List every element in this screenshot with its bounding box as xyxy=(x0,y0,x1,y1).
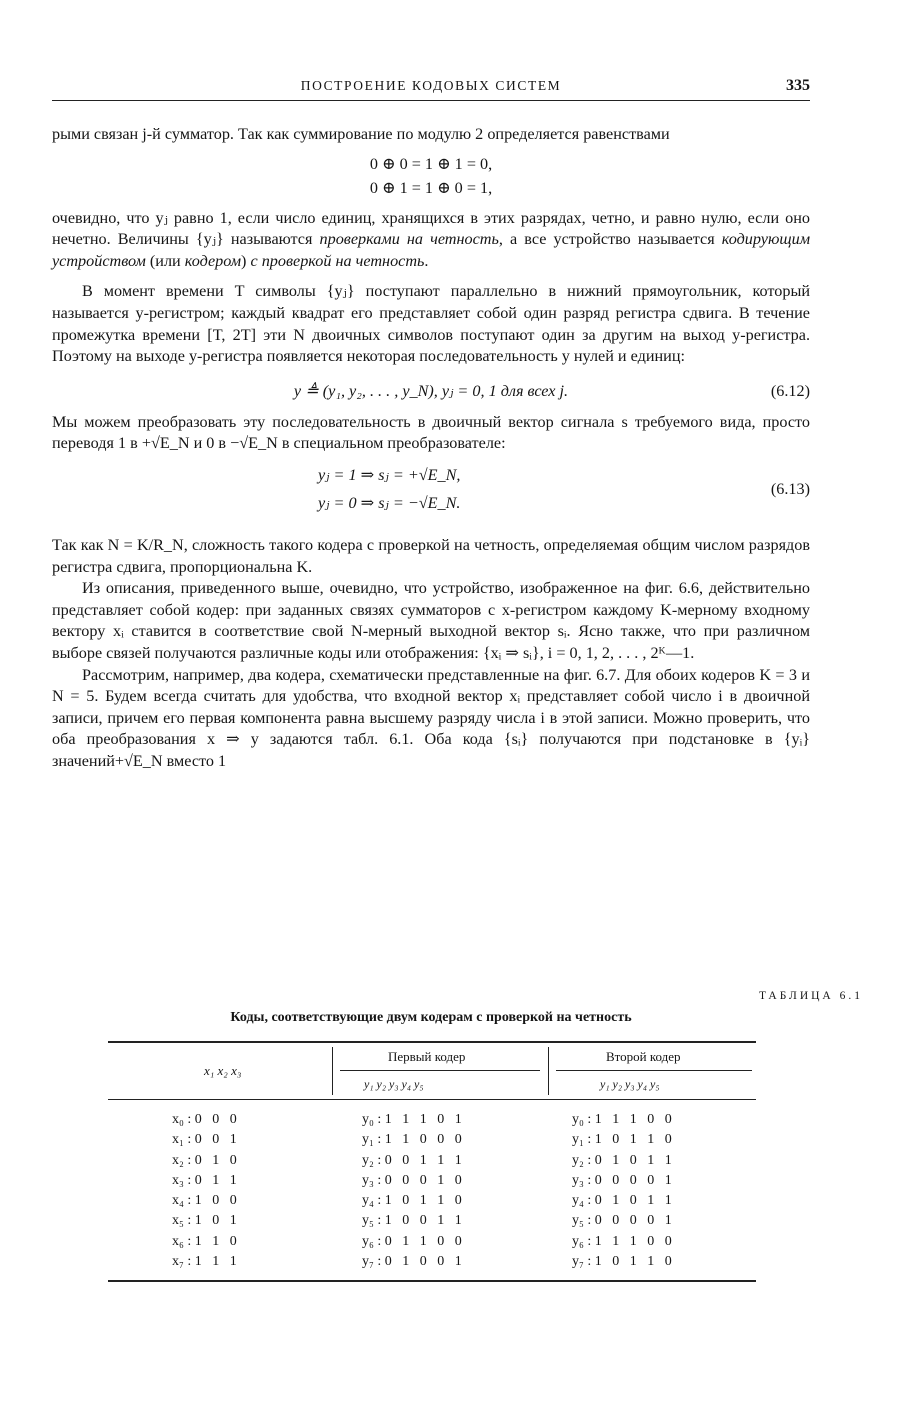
second-encoder-cell: y₄ : 0 1 0 1 1 xyxy=(572,1193,672,1209)
formula-line-1: 0 ⊕ 0 = 1 ⊕ 1 = 0, xyxy=(369,154,493,173)
first-encoder-cell: y₃ : 0 0 0 1 0 xyxy=(362,1172,462,1188)
first-encoder-cell: y₁ : 1 1 0 0 0 xyxy=(362,1132,462,1148)
second-encoder-cell: y₅ : 0 0 0 0 1 xyxy=(572,1213,672,1229)
second-encoder-cell: y₆ : 1 1 1 0 0 xyxy=(572,1233,672,1249)
term-encoder-device: кодирующим устройством xyxy=(52,230,811,270)
first-encoder-cell: y₇ : 0 1 0 0 1 xyxy=(362,1254,462,1270)
formula-mod2 xyxy=(52,152,810,200)
first-encoder-cell: y₄ : 1 0 1 1 0 xyxy=(362,1193,462,1209)
x-code-cell: x₅ : 1 0 1 xyxy=(172,1213,237,1229)
paragraph-3: В момент времени T символы {yⱼ} поступают параллельно в нижний прямоугольник, который называется y-регистром; каждый квадрат его представляет собой один разряд регистра сдвига. В течение промежутка времени [T, 2T] эти N двоичных символов поступают один за другим на выход y-регистра. Поэтому на выходе y-регистра появляется некоторая последовательность y нулей и единиц: xyxy=(52,282,810,366)
paragraph-6: Из описания, приведенного выше, очевидно, что устройство, изображенное на фиг. 6.6, действительно представляет собой кодер: при заданных связях сумматоров с x-регистром каждому K-мерному входному вектору xᵢ ставится в соответствие свой N-мерный выходной вектор sᵢ. Ясно также, что при различном выборе связей получаются различные коды или отображения: {xᵢ ⇒ sᵢ}, i = 0, 1, 2, . . . , 2ᴷ—1. xyxy=(52,579,810,662)
running-title: ПОСТРОЕНИЕ КОДОВЫХ СИСТЕМ xyxy=(300,78,562,93)
first-encoder-cell: y₀ : 1 1 1 0 1 xyxy=(362,1112,462,1127)
table-row xyxy=(108,1151,756,1171)
table-body xyxy=(108,1100,756,1280)
paragraph-2-text-c: , а все устройство называется xyxy=(498,230,722,249)
table-row xyxy=(108,1232,756,1252)
header-first-y-columns: y₁ y₂ y₃ y₄ y₅ xyxy=(364,1077,424,1091)
equation-6-13-line-2: yⱼ = 0 ⇒ sⱼ = −√E_N. xyxy=(318,493,461,512)
x-code-cell: x₄ : 1 0 0 xyxy=(172,1193,237,1209)
paragraph-7: Рассмотрим, например, два кодера, схематически представленные на фиг. 6.7. Для обоих кодеров K = 3 и N = 5. Будем всегда считать для удобства, что входной вектор xᵢ представляет собой число i в двоичной записи, причем его первая компонента равна высшему разряду числа i в этой записи. Можно проверить, что оба преобразования x ⇒ y задаются табл. 6.1. Оба кода {sᵢ} получаются при подстановке в {yᵢ} значений+√E_N вместо 1 xyxy=(52,665,810,770)
paragraph-1: рыми связан j-й сумматор. Так как суммирование по модулю 2 определяется равенствами xyxy=(52,125,670,143)
table-row xyxy=(108,1171,756,1191)
table-header xyxy=(108,1043,756,1100)
term-encoder: кодером xyxy=(184,251,242,270)
header-subline-1 xyxy=(340,1070,540,1071)
header-first-encoder: Первый кодер xyxy=(388,1049,466,1064)
second-encoder-cell: y₂ : 0 1 0 1 1 xyxy=(572,1152,672,1168)
header-divider-1 xyxy=(332,1047,333,1095)
x-code-cell: x₃ : 0 1 1 xyxy=(172,1172,237,1188)
paragraph-2-text-a: очевидно, что yⱼ равно 1, если число единиц, хранящихся в этих разрядах, четно, и равно нулю, если оно нечетно. Величины {yⱼ} называются xyxy=(52,208,810,249)
header-x-columns: x₁ x₂ x₃ xyxy=(204,1063,242,1078)
second-encoder-cell: y₃ : 0 0 0 0 1 xyxy=(572,1172,672,1188)
table-row xyxy=(108,1110,756,1130)
header-second-encoder: Второй кодер xyxy=(606,1049,681,1064)
equation-6-13-line-1: yⱼ = 1 ⇒ sⱼ = +√E_N, xyxy=(318,465,461,484)
table-row xyxy=(108,1130,756,1150)
equation-6-12 xyxy=(52,374,810,408)
page-body xyxy=(52,124,810,772)
header-second-y-columns: y₁ y₂ y₃ y₄ y₅ xyxy=(600,1077,660,1091)
equation-6-13-number: (6.13) xyxy=(770,479,810,498)
paragraph-2 xyxy=(52,208,810,273)
x-code-cell: x₇ : 1 1 1 xyxy=(172,1254,237,1270)
second-encoder-cell: y₇ : 1 0 1 1 0 xyxy=(572,1254,672,1270)
x-code-cell: x₂ : 0 1 0 xyxy=(172,1152,237,1168)
x-code-cell: x₆ : 1 1 0 xyxy=(172,1233,237,1249)
second-encoder-cell: y₀ : 1 1 1 0 0 xyxy=(572,1112,672,1127)
running-head xyxy=(52,78,810,101)
paragraph-2-text-e: (или xyxy=(145,251,185,270)
paragraph-2-text-i: . xyxy=(424,251,429,270)
paragraph-4: Мы можем преобразовать эту последовательность в двоичный вектор сигнала s требуемого вида, просто переводя 1 в +√E_N и 0 в −√E_N в специальном преобразователе: xyxy=(52,412,810,453)
header-subline-2 xyxy=(556,1070,752,1071)
table-label: ТАБЛИЦА 6.1 xyxy=(758,990,863,1002)
term-parity-check: с проверкой на четность xyxy=(250,251,425,270)
paragraph-5: Так как N = K/R_N, сложность такого кодера с проверкой на четность, определяемая общим числом разрядов регистра сдвига, пропорциональна K. xyxy=(52,535,810,576)
first-encoder-cell: y₅ : 1 0 0 1 1 xyxy=(362,1213,462,1229)
term-parity-checks: проверками на четность xyxy=(319,230,499,249)
x-code-cell: x₁ : 0 0 1 xyxy=(172,1132,237,1148)
table-row xyxy=(108,1191,756,1211)
page-number: 335 xyxy=(786,77,810,94)
formula-line-2: 0 ⊕ 1 = 1 ⊕ 0 = 1, xyxy=(369,178,493,197)
equation-6-13 xyxy=(52,463,810,527)
first-encoder-cell: y₆ : 0 1 1 0 0 xyxy=(362,1233,462,1249)
x-code-cell: x₀ : 0 0 0 xyxy=(172,1112,237,1127)
table-row xyxy=(108,1252,756,1272)
equation-6-12-body: y ≜ (y₁, y₂, . . . , y_N), yⱼ = 0, 1 для всех j. xyxy=(293,381,569,400)
equation-6-12-number: (6.12) xyxy=(770,381,810,400)
table-caption: Коды, соответствующие двум кодерам с проверкой на четность xyxy=(230,1010,632,1025)
first-encoder-cell: y₂ : 0 0 1 1 1 xyxy=(362,1152,462,1168)
table-row xyxy=(108,1211,756,1231)
paragraph-2-text-g: ) xyxy=(241,251,251,270)
codes-table xyxy=(108,1041,756,1282)
header-divider-2 xyxy=(548,1047,549,1095)
second-encoder-cell: y₁ : 1 0 1 1 0 xyxy=(572,1132,672,1148)
